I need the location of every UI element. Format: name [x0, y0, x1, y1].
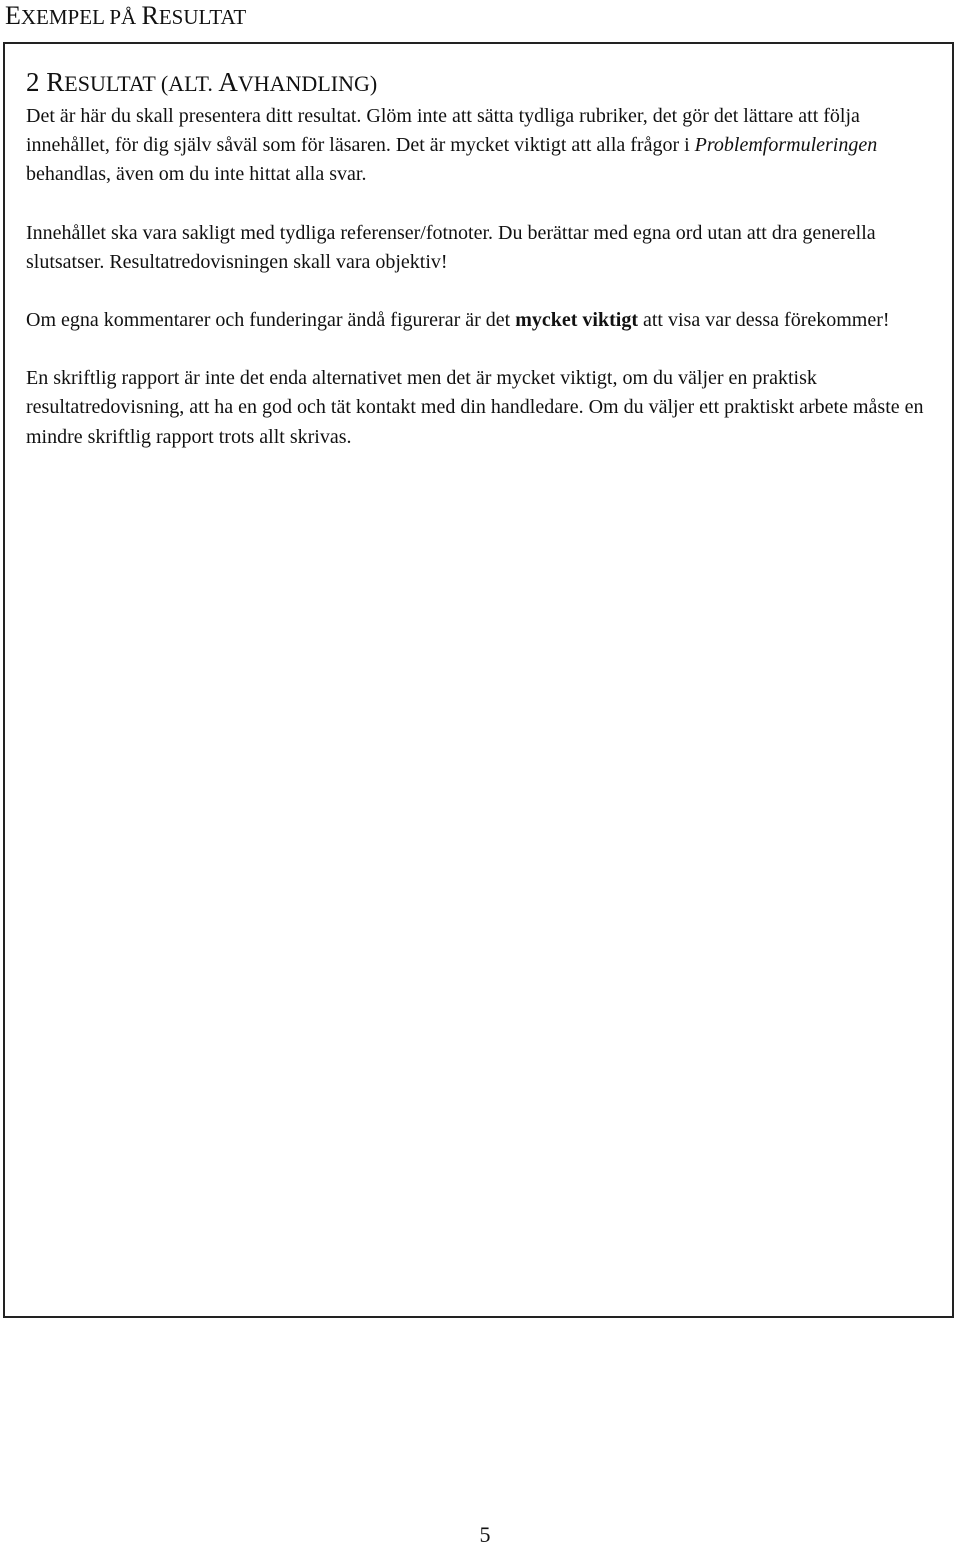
section-number: 2: [26, 67, 47, 97]
section-text-1: ESULTAT (: [64, 71, 169, 96]
page-heading: [5, 2, 246, 31]
heading-initial-e: E: [5, 1, 21, 30]
paragraph-intro-text-2: behandlas, även om du inte hittat alla svar.: [26, 163, 367, 186]
paragraph-comments: [26, 306, 946, 335]
paragraph-intro: [26, 102, 946, 190]
example-box: [3, 42, 954, 1318]
paragraph-comments-text-2: att visa var dessa förekommer!: [637, 309, 890, 332]
paragraph-report: En skriftlig rapport är inte det enda alternativet men det är mycket viktigt, om du väljer en praktisk resultatredovisning, att ha en god och tät kontakt med din handledare. Om du väljer ett praktiskt arbete måste en mindre skriftlig rapport trots allt skrivas.: [26, 367, 924, 448]
paragraph-intro-text-1: Det är här du skall presentera ditt resultat. Glöm inte att sätta tydliga rubriker, det gör det lättare att följa innehållet, för dig själv såväl som för läsaren. Det är mycket viktigt att alla frågor i: [26, 105, 860, 157]
heading-text-1: XEMPEL PÅ: [20, 5, 142, 29]
section-initial-r: R: [46, 67, 65, 97]
paragraph-intro-emphasis: Problemformuleringen: [694, 134, 878, 157]
section-initial-a: A: [218, 67, 238, 97]
paragraph-content: Innehållet ska vara sakligt med tydliga referenser/fotnoter. Du berättar med egna ord utan att dra generella slutsatser. Resultatredovisningen skall vara objektiv!: [26, 221, 876, 273]
section-text-3: VHANDLING): [237, 71, 378, 96]
paragraph-comments-strong: mycket viktigt: [515, 309, 638, 332]
paragraph-comments-text-1: Om egna kommentarer och funderingar ändå figurerar är det: [26, 309, 516, 332]
section-title: [26, 68, 377, 98]
heading-initial-r: R: [141, 1, 159, 30]
section-text-2: ALT.: [168, 71, 219, 96]
page-number: 5: [479, 1522, 491, 1547]
heading-text-2: ESULTAT: [158, 5, 247, 29]
section-body: [26, 102, 946, 481]
